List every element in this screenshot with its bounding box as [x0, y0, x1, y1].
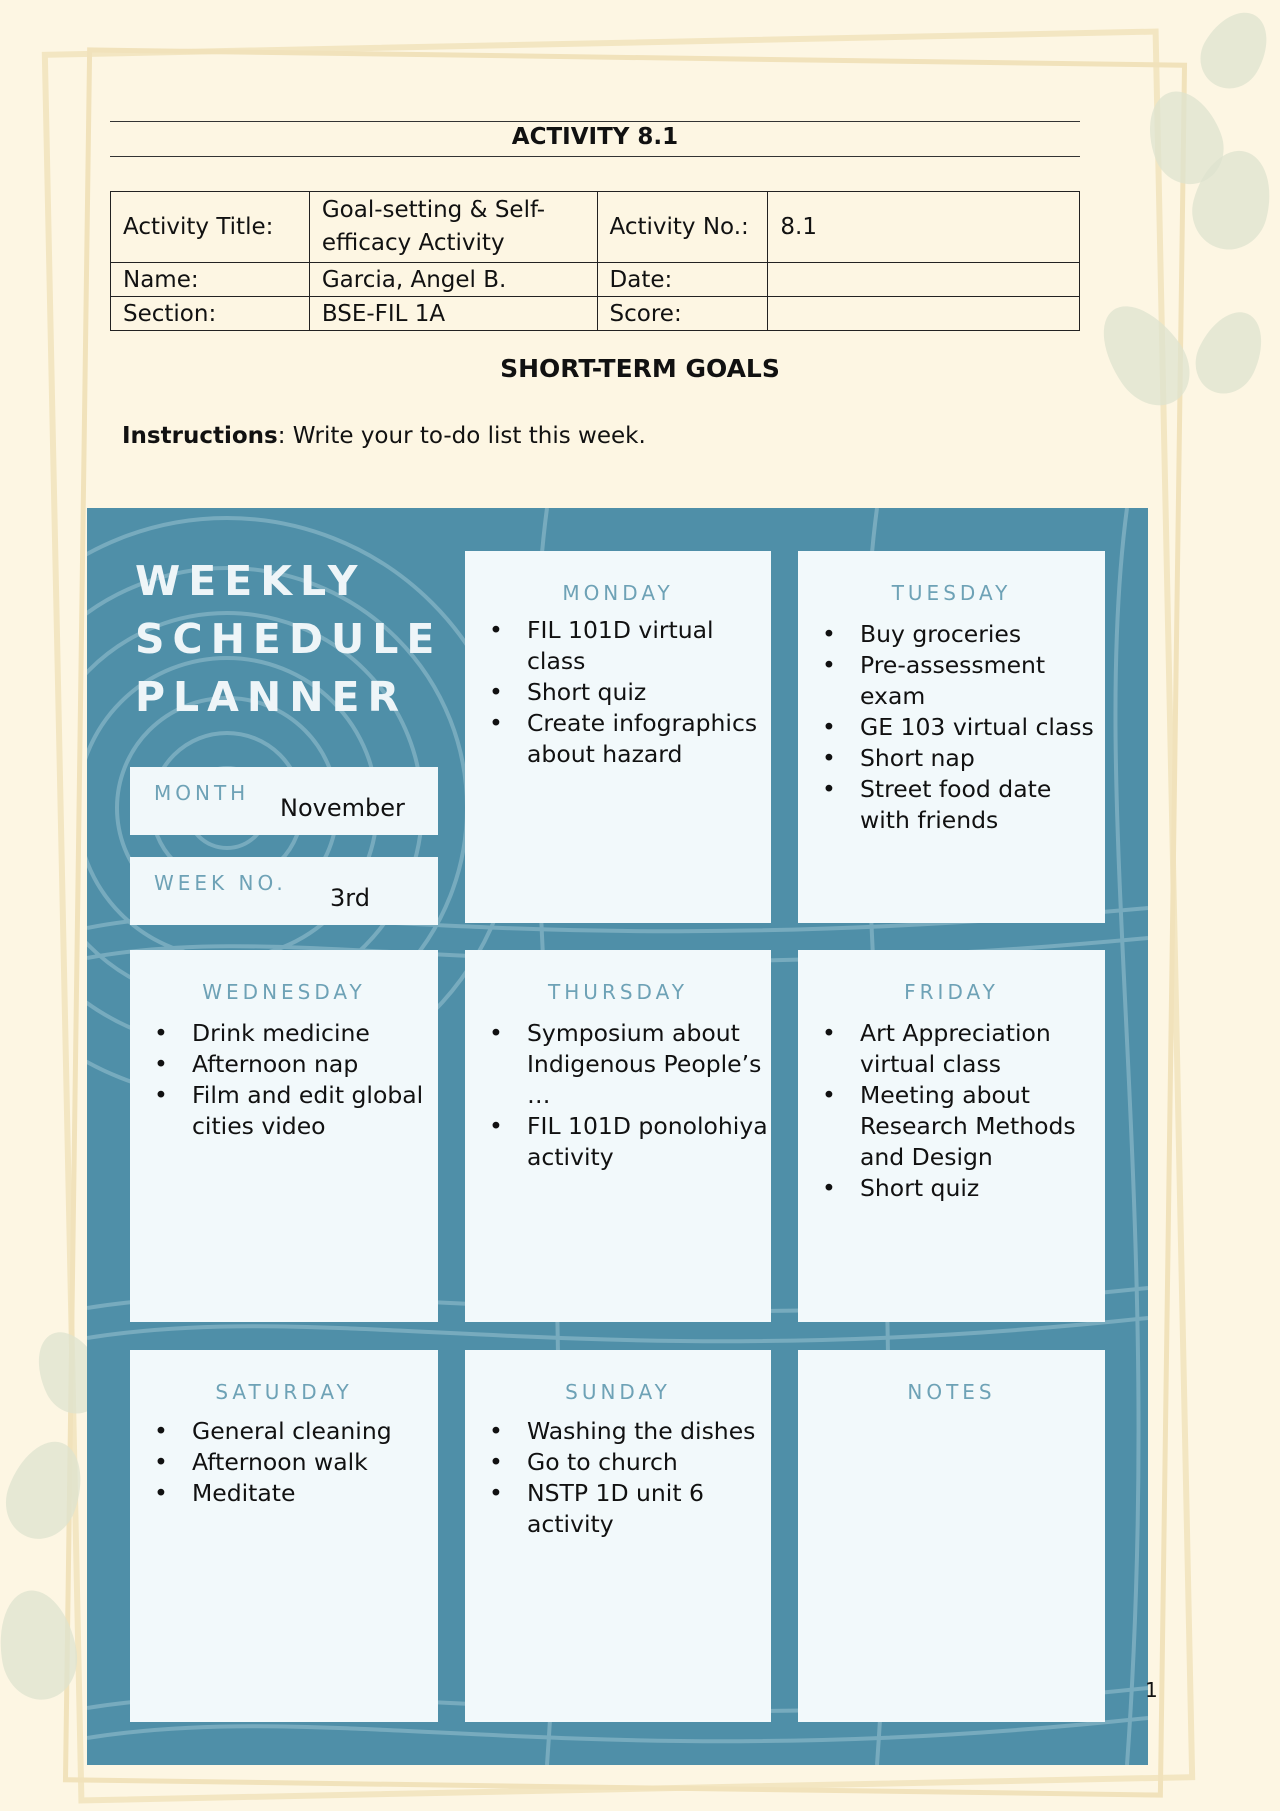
planner-title-line: SCHEDULE	[135, 615, 443, 663]
activity-number-value: 8.1	[768, 192, 1080, 263]
list-item: • Drink medicine	[192, 1018, 438, 1049]
page-number: 1	[1145, 1678, 1158, 1702]
score-value	[768, 297, 1080, 331]
planner-title-line: PLANNER	[135, 673, 408, 721]
week-value: 3rd	[330, 884, 370, 912]
task-list	[130, 1018, 438, 1142]
leaf-decoration	[0, 1584, 84, 1705]
date-value	[768, 263, 1080, 297]
day-card-tuesday	[798, 551, 1105, 923]
month-value: November	[280, 794, 405, 822]
table-row	[111, 297, 1080, 331]
week-label: WEEK NO.	[154, 871, 287, 895]
section-value: BSE-FIL 1A	[309, 297, 597, 331]
month-field	[130, 767, 438, 835]
activity-number-label: Activity No.:	[597, 192, 768, 263]
day-heading: WEDNESDAY	[202, 980, 366, 1004]
planner-title-line: WEEKLY	[135, 557, 366, 605]
day-heading: MONDAY	[562, 581, 674, 605]
activity-title-value: Goal-setting & Self-efficacy Activity	[309, 192, 597, 263]
month-label: MONTH	[154, 781, 250, 805]
notes-card	[798, 1350, 1105, 1722]
name-value: Garcia, Angel B.	[309, 263, 597, 297]
list-item: • Afternoon nap	[192, 1049, 438, 1080]
list-item: • Buy groceries	[860, 619, 1105, 650]
list-item: • Art Appreciation virtual class	[860, 1018, 1105, 1080]
list-item: • General cleaning	[192, 1416, 438, 1447]
name-label: Name:	[111, 263, 310, 297]
list-item: • Create infographics about hazard	[527, 708, 771, 770]
list-item: • Street food date with friends	[860, 774, 1105, 836]
list-item: • Afternoon walk	[192, 1447, 438, 1478]
task-list	[130, 1416, 438, 1509]
list-item: • Film and edit global cities video	[192, 1080, 438, 1142]
day-heading: TUESDAY	[891, 581, 1012, 605]
day-heading: THURSDAY	[548, 980, 688, 1004]
list-item: • NSTP 1D unit 6 activity	[527, 1478, 771, 1540]
list-item: • Pre-assessment exam	[860, 650, 1105, 712]
instructions-label: Instructions	[122, 423, 278, 449]
list-item: • Short quiz	[527, 677, 771, 708]
day-heading: SATURDAY	[215, 1380, 353, 1404]
section-label: Section:	[111, 297, 310, 331]
task-list	[465, 1416, 771, 1540]
list-item: • Meeting about Research Methods and Design	[860, 1080, 1105, 1173]
table-row	[111, 263, 1080, 297]
list-item: • Short nap	[860, 743, 1105, 774]
header-top-rule	[110, 121, 1080, 122]
day-heading: FRIDAY	[904, 980, 999, 1004]
list-item: • Meditate	[192, 1478, 438, 1509]
list-item: • Go to church	[527, 1447, 771, 1478]
activity-heading: ACTIVITY 8.1	[511, 124, 679, 150]
leaf-decoration	[1189, 0, 1280, 99]
day-card-sunday	[465, 1350, 771, 1722]
weekly-planner	[87, 508, 1148, 1765]
task-list	[798, 619, 1105, 836]
day-card-wednesday	[130, 950, 438, 1322]
list-item: • FIL 101D virtual class	[527, 615, 771, 677]
list-item: • Short quiz	[860, 1173, 1105, 1204]
list-item: • Symposium about Indigenous People’s …	[527, 1018, 771, 1111]
leaf-decoration	[1183, 142, 1280, 258]
leaf-decoration	[1136, 81, 1234, 194]
notes-heading: NOTES	[907, 1380, 996, 1404]
day-card-friday	[798, 950, 1105, 1322]
activity-title-label: Activity Title:	[111, 192, 310, 263]
task-list	[798, 1018, 1105, 1204]
task-list	[465, 615, 771, 770]
date-label: Date:	[597, 263, 768, 297]
table-row	[111, 192, 1080, 263]
list-item: • FIL 101D ponolohiya activity	[527, 1111, 771, 1173]
instructions	[122, 423, 646, 449]
activity-info-table	[110, 191, 1080, 331]
day-heading: SUNDAY	[565, 1380, 671, 1404]
instructions-text: : Write your to-do list this week.	[277, 423, 646, 449]
day-card-thursday	[465, 950, 771, 1322]
list-item: • GE 103 virtual class	[860, 712, 1105, 743]
section-title: SHORT-TERM GOALS	[500, 354, 780, 383]
score-label: Score:	[597, 297, 768, 331]
header-bottom-rule	[110, 156, 1080, 157]
planner-title	[135, 552, 443, 726]
day-card-monday	[465, 551, 771, 923]
day-card-saturday	[130, 1350, 438, 1722]
leaf-decoration	[1185, 301, 1275, 403]
leaf-decoration	[0, 1431, 95, 1549]
week-field	[130, 857, 438, 925]
list-item: • Washing the dishes	[527, 1416, 771, 1447]
task-list	[465, 1018, 771, 1173]
